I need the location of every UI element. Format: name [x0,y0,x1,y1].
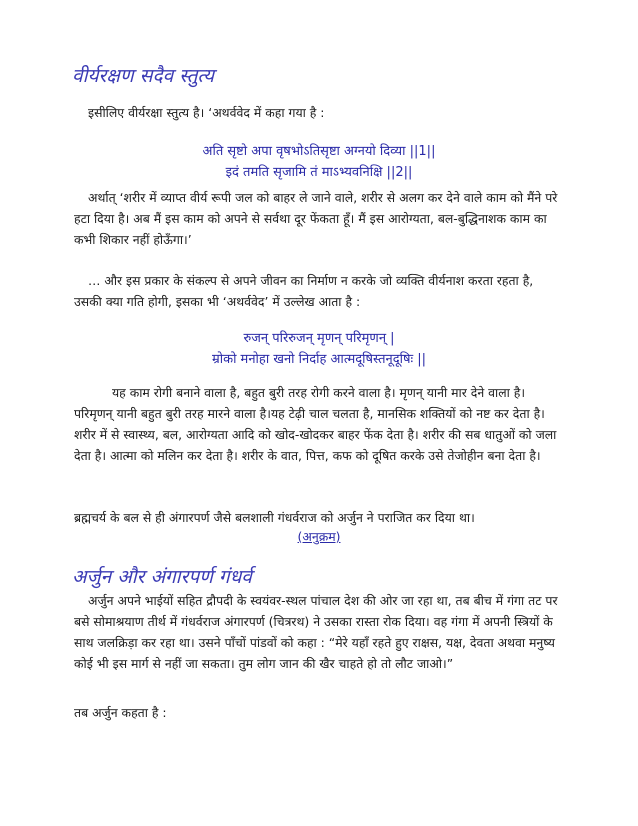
continuation-paragraph: … और इस प्रकार के संकल्प से अपने जीवन का निर्माण न करके जो व्यक्ति वीर्यनाश करता रहता है, उसकी क्या गति होगी, इसका भी ‘अथर्ववेद’ में उल्लेख आता है : [74,273,534,309]
index-link[interactable]: (अनुक्रम) [297,529,341,544]
verse-line-1: अति सृष्टो अपा वृषभोऽतिसृष्टा अग्नयो दिव्या ||1|| [202,144,436,159]
explanation-paragraph: यह काम रोगी बनाने वाला है, बहुत बुरी तरह रोगी करने वाला है। मृणन् यानी मार देने वाला है। परिमृणन् यानी बहुत बुरी तरह मारने वाला है।यह टेढ़ी चाल चलता है, मानसिक शक्तियों को नष्ट कर देता है। शरीर में से स्वास्थ्य, बल, आरोग्यता आदि को खोद-खोदकर बाहर फेंक देता है। शरीर की सब धातुओं को जला देता है। आत्मा को मलिन कर देता है। शरीर के वात, पित्त, कफ को दूषित करके उसे तेजोहीन बना देता है। [74,385,557,463]
verse-block-2 [74,328,564,370]
then-arjun-says: तब अर्जुन कहता है : [74,705,167,720]
section-heading-arjun-angarparna: अर्जुन और अंगारपर्ण गंधर्व [72,566,252,588]
verse-line-3: रुजन् परिरुजन् मृणन् परिमृणन् | [243,331,395,346]
closing-paragraph: ब्रह्मचर्य के बल से ही अंगारपर्ण जैसे बलशाली गंधर्वराज को अर्जुन ने पराजित कर दिया था। [74,510,475,525]
verse-line-4: म्रोको मनोहा खनो निर्दाह आत्मदूषिस्तनूदूषिः || [211,352,427,367]
section-heading-veerya-rakshan: वीर्यरक्षण सदैव स्तुत्य [72,65,214,87]
story-paragraph: अर्जुन अपने भाईयों सहित द्रौपदी के स्वयंवर-स्थल पांचाल देश की ओर जा रहा था, तब बीच में गंगा तट पर बसे सोमाश्रयाण तीर्थ में गंधर्वराज अंगारपर्ण (चित्ररथ) ने उसका रास्ता रोक दिया। वह गंगा में अपनी स्त्रियों के साथ जलक्रिड़ा कर रहा था। उसने पाँचों पांडवों को कहा : “मेरे यहाँ रहते हुए राक्षस, यक्ष, देवता अथवा मनुष्य कोई भी इस मार्ग से नहीं जा सकता। तुम लोग जान की खैर चाहते हो तो लौट जाओ।” [74,593,558,671]
verse-block-1 [74,141,564,183]
verse-line-2: इदं तमति सृजामि तं माऽभ्यवनिक्षि ||2|| [225,165,413,180]
intro-paragraph: इसीलिए वीर्यरक्षा स्तुत्य है। ‘अथर्ववेद में कहा गया है : [88,105,325,120]
meaning-paragraph: अर्थात् ‘शरीर में व्याप्त वीर्य रूपी जल को बाहर ले जाने वाले, शरीर से अलग कर देने वाले काम को मैंने परे हटा दिया है। अब मैं इस काम को अपने से सर्वथा दूर फेंकता हूँ। मैं इस आरोग्यता, बल-बुद्धिनाशक काम का कभी शिकार नहीं होऊँगा।’ [74,190,558,247]
